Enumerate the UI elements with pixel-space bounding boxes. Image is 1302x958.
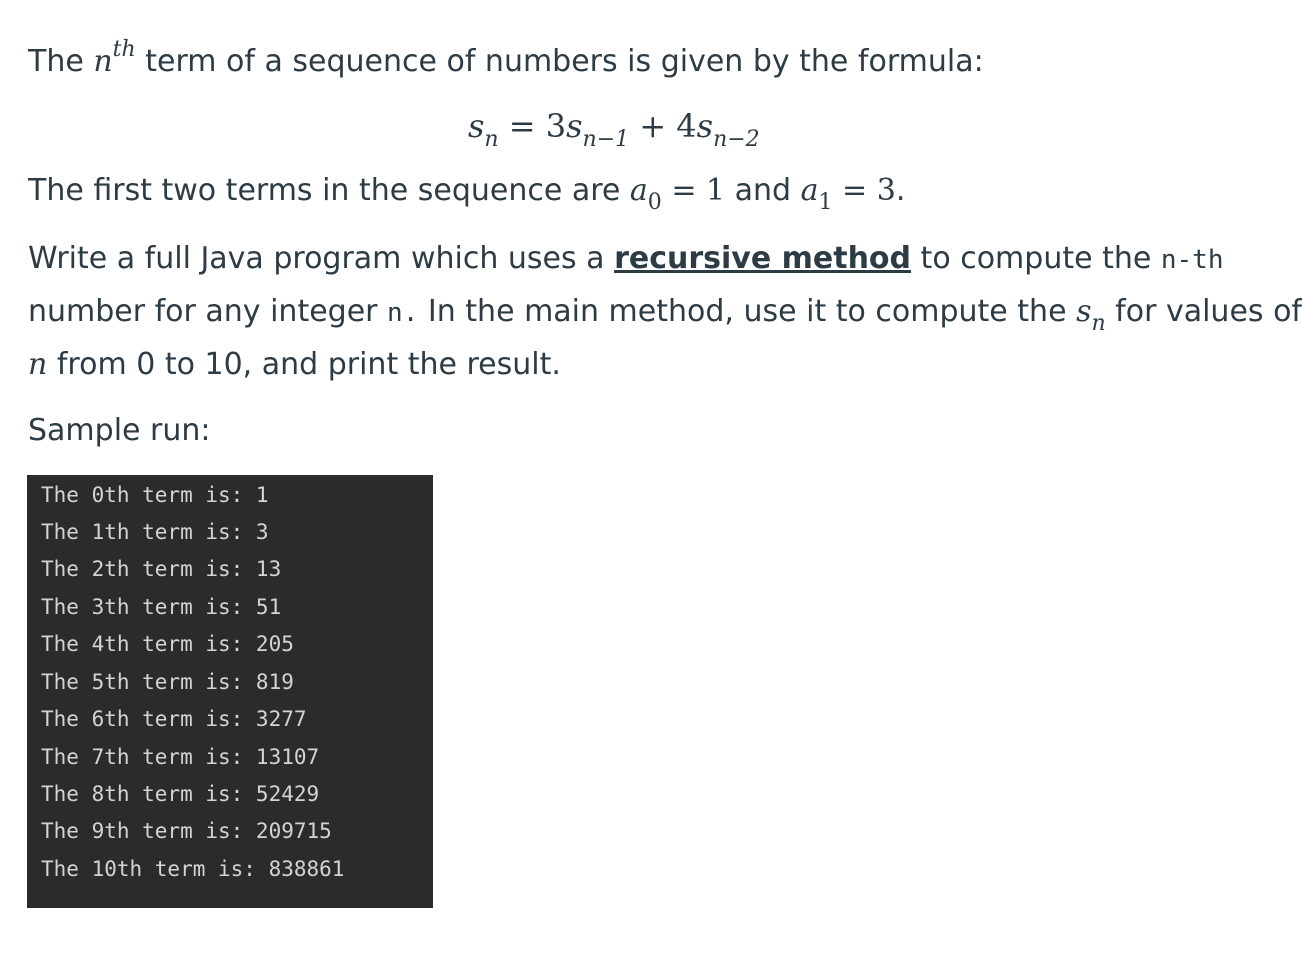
formula-lhs: s [468, 107, 485, 145]
intro-superscript: th [112, 37, 136, 62]
formula-equals: = [498, 107, 546, 145]
terms-a0-sub: 0 [647, 190, 662, 215]
task-line-3 [28, 339, 1302, 391]
task-s-sub: n [1091, 311, 1106, 336]
terms-and: and [725, 173, 801, 208]
terms-a1: a [800, 173, 819, 208]
formula-term-2-sub: n−2 [713, 127, 760, 153]
console-line: The 8th term is: 52429 [41, 782, 320, 806]
console-line: The 0th term is: 1 [41, 483, 269, 507]
intro-n: n [93, 44, 113, 79]
terms-a1-sub: 1 [818, 190, 833, 215]
sample-run-label: Sample run: [28, 413, 211, 448]
code-n: n. [387, 298, 419, 328]
task-line3: from 0 to 10, and print the result. [47, 347, 561, 382]
console-line: The 10th term is: 838861 [41, 857, 345, 881]
formula-plus: + [629, 107, 677, 145]
console-line: The 4th term is: 205 [41, 632, 294, 656]
task-line1-a: Write a full Java program which uses a [28, 241, 615, 276]
initial-terms-paragraph [28, 165, 905, 217]
console-line: The 7th term is: 13107 [41, 745, 320, 769]
recurrence-formula [468, 100, 760, 152]
formula-term-2: s [696, 107, 714, 145]
formula-term-1: s [566, 107, 583, 145]
console-line: The 1th term is: 3 [41, 520, 269, 544]
formula-coef-1: 3 [545, 107, 567, 145]
console-line: The 3th term is: 51 [41, 595, 282, 619]
console-line: The 5th term is: 819 [41, 670, 294, 694]
terms-a0: a [629, 173, 648, 208]
task-line2-c: for values of [1105, 294, 1302, 329]
intro-suffix: term of a sequence of numbers is given by the formula: [135, 44, 984, 79]
terms-eq1: = [832, 173, 877, 208]
terms-prefix: The first two terms in the sequence are [28, 173, 630, 208]
sample-output-console [27, 475, 433, 908]
console-line: The 2th term is: 13 [41, 557, 282, 581]
console-line: The 6th term is: 3277 [41, 707, 307, 731]
terms-end: . [895, 173, 906, 208]
task-paragraph [28, 233, 1302, 391]
terms-eq0: = [661, 173, 707, 208]
task-n: n [28, 347, 48, 382]
task-line2-b: In the main method, use it to compute the [418, 294, 1077, 329]
console-line: The 9th term is: 209715 [41, 819, 332, 843]
intro-prefix: The [28, 44, 94, 79]
task-line2-a: number for any integer [28, 294, 388, 329]
code-nth: n-th [1160, 245, 1224, 275]
task-s: s [1076, 294, 1092, 329]
terms-v0: 1 [706, 173, 726, 208]
task-line1-b: to compute the [911, 241, 1161, 276]
formula-term-1-sub: n−1 [582, 127, 630, 153]
task-line-2 [28, 286, 1302, 339]
recursive-method-link[interactable]: recursive method [614, 241, 912, 276]
intro-paragraph [28, 28, 984, 88]
terms-v1: 3 [876, 173, 896, 208]
formula-lhs-sub: n [484, 127, 499, 153]
formula-coef-2: 4 [676, 107, 697, 145]
task-line-1 [28, 233, 1302, 286]
